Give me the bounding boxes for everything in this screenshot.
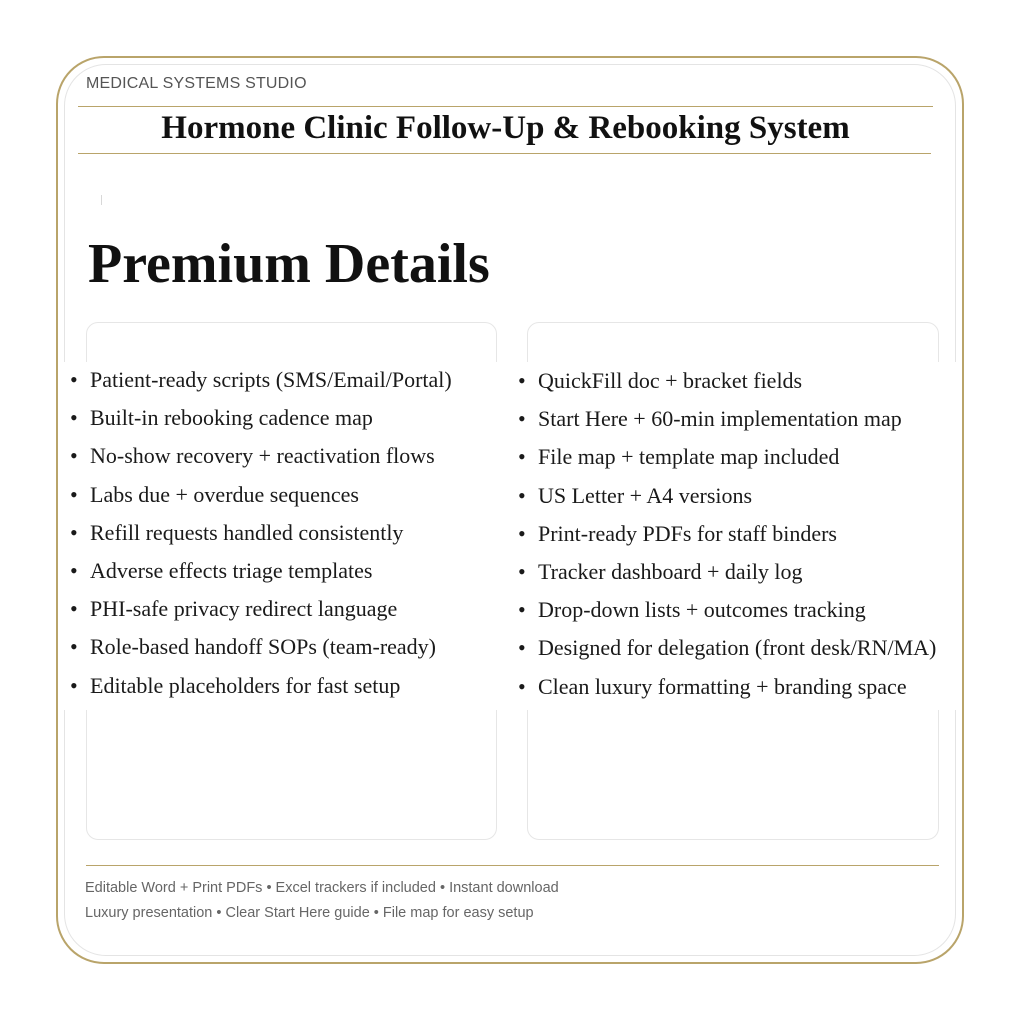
feature-item: [70, 595, 452, 633]
left-feature-list: [70, 366, 452, 710]
bullet-icon: •: [518, 635, 526, 661]
right-feature-list: [518, 367, 936, 711]
bullet-icon: •: [70, 634, 78, 660]
bullet-icon: •: [70, 519, 78, 545]
feature-text: Editable placeholders for fast setup: [90, 672, 401, 698]
feature-text: No-show recovery + reactivation flows: [90, 443, 435, 469]
bullet-icon: •: [518, 520, 526, 546]
page-title: Hormone Clinic Follow-Up & Rebooking System: [161, 110, 850, 146]
feature-text: Built-in rebooking cadence map: [90, 405, 373, 431]
bullet-icon: •: [518, 597, 526, 623]
feature-item: [70, 366, 452, 404]
feature-item: [518, 673, 936, 711]
feature-text: Adverse effects triage templates: [90, 557, 373, 583]
bullet-icon: •: [518, 673, 526, 699]
title-divider: [78, 153, 931, 154]
feature-item: [518, 405, 936, 443]
bullet-icon: •: [518, 406, 526, 432]
feature-text: Start Here + 60-min implementation map: [538, 406, 902, 432]
feature-item: [70, 633, 452, 671]
bullet-icon: •: [70, 672, 78, 698]
bullet-icon: •: [70, 481, 78, 507]
feature-item: [518, 482, 936, 520]
brand-label: MEDICAL SYSTEMS STUDIO: [86, 75, 307, 92]
bullet-icon: •: [70, 557, 78, 583]
feature-item: [518, 367, 936, 405]
footer-line-1: Editable Word + Print PDFs • Excel trackers if included • Instant download: [85, 880, 559, 896]
feature-text: Tracker dashboard + daily log: [538, 558, 803, 584]
feature-item: [518, 558, 936, 596]
feature-text: QuickFill doc + bracket fields: [538, 368, 803, 393]
footer-line-2: Luxury presentation • Clear Start Here guide • File map for easy setup: [85, 905, 534, 921]
feature-text: Labs due + overdue sequences: [90, 481, 359, 507]
feature-text: Clean luxury formatting + branding space: [538, 673, 907, 699]
feature-item: [70, 557, 452, 595]
section-title: Premium Details: [88, 233, 490, 295]
feature-item: [70, 404, 452, 442]
feature-item: [518, 520, 936, 558]
feature-text: US Letter + A4 versions: [538, 482, 753, 508]
feature-text: Print-ready PDFs for staff binders: [538, 520, 837, 546]
feature-text: Role-based handoff SOPs (team-ready): [90, 634, 436, 660]
feature-item: [518, 634, 936, 672]
decorative-tick: [101, 195, 102, 205]
bottom-divider: [86, 865, 939, 866]
feature-text: Designed for delegation (front desk/RN/MA): [538, 635, 937, 661]
bullet-icon: •: [70, 367, 78, 392]
feature-text: Refill requests handled consistently: [90, 519, 404, 545]
feature-text: Drop-down lists + outcomes tracking: [538, 597, 866, 623]
feature-text: Patient-ready scripts (SMS/Email/Portal): [90, 367, 452, 392]
feature-item: [518, 596, 936, 634]
feature-item: [70, 442, 452, 480]
bullet-icon: •: [518, 558, 526, 584]
top-divider: [78, 106, 933, 107]
feature-item: [70, 672, 452, 710]
bullet-icon: •: [70, 596, 78, 622]
feature-text: File map + template map included: [538, 444, 840, 470]
feature-text: PHI-safe privacy redirect language: [90, 596, 398, 622]
bullet-icon: •: [518, 482, 526, 508]
bullet-icon: •: [70, 405, 78, 431]
feature-item: [518, 443, 936, 481]
bullet-icon: •: [518, 368, 526, 393]
feature-item: [70, 519, 452, 557]
bullet-icon: •: [70, 443, 78, 469]
bullet-icon: •: [518, 444, 526, 470]
feature-item: [70, 481, 452, 519]
